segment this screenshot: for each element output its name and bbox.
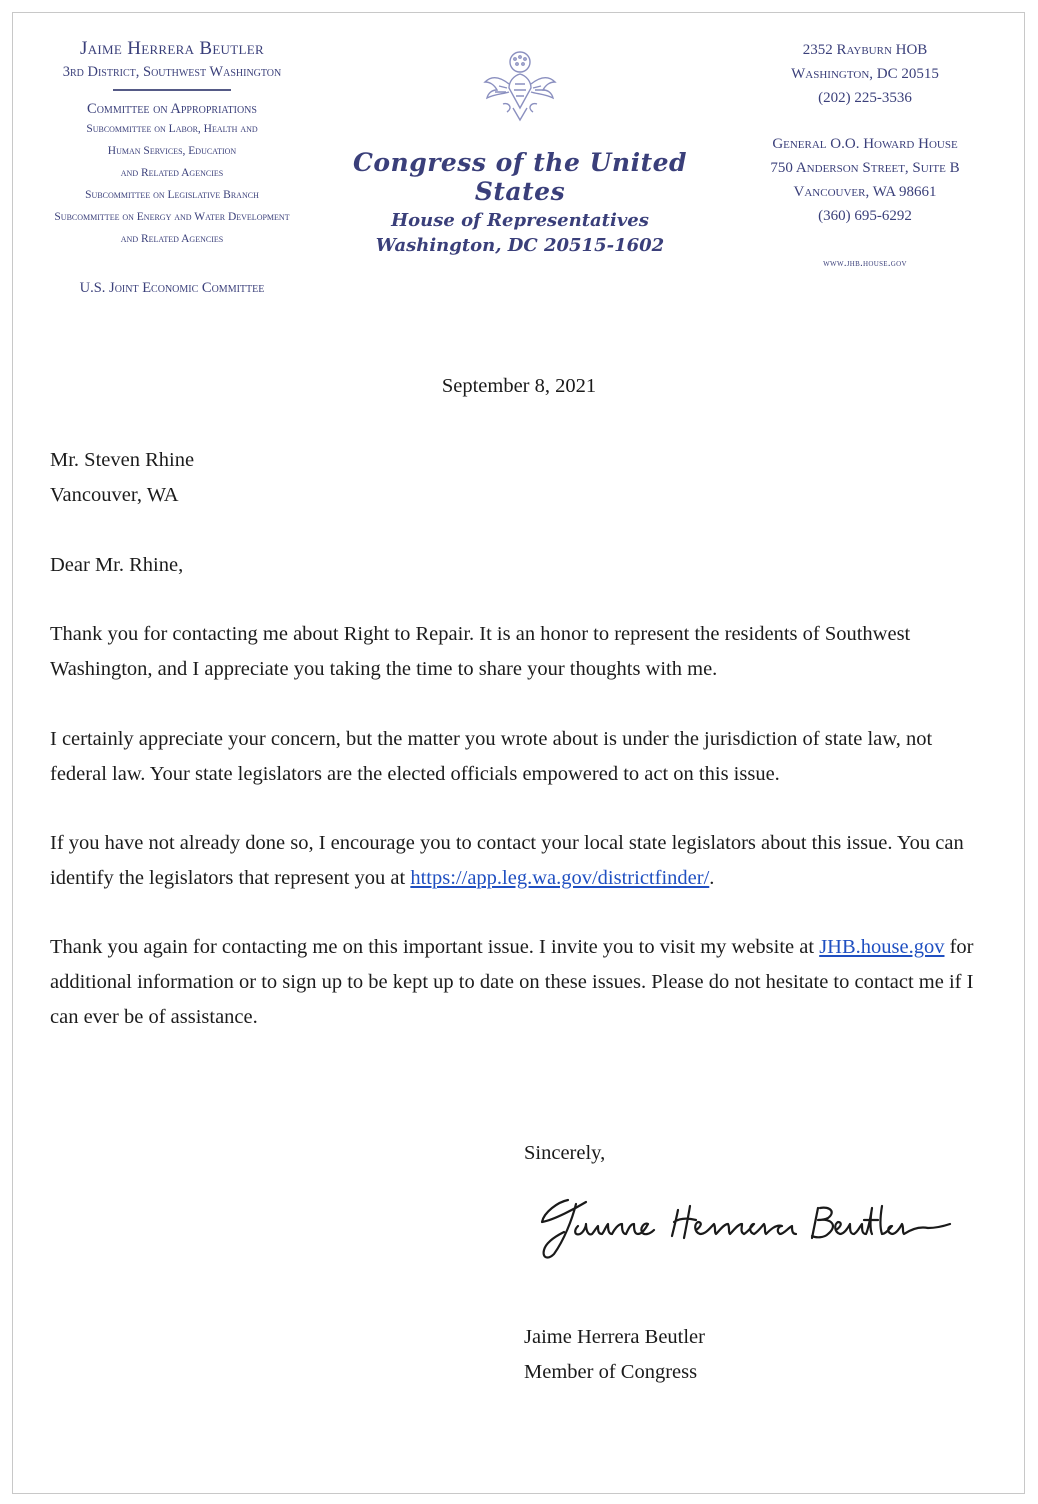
paragraph-4 <box>50 930 980 1035</box>
joint-economic-committee: U.S. Joint Economic Committee <box>79 280 265 296</box>
dc-office-line: Washington, DC 20515 <box>791 66 939 82</box>
website-link[interactable]: www.jhb.house.gov <box>823 258 907 269</box>
signer-block <box>524 1320 705 1390</box>
letterhead-divider <box>113 89 231 91</box>
paragraph-1: Thank you for contacting me about Right to Repair. It is an honor to represent the residents of Southwest Washington, and I appreciate you taking the time to share your thoughts with me. <box>50 623 911 680</box>
recipient-name: Mr. Steven Rhine <box>50 449 195 471</box>
district-office-line: Vancouver, WA 98661 <box>793 184 937 200</box>
subcommittee-line: Subcommittee on Labor, Health and <box>86 123 258 135</box>
member-district: 3rd District, Southwest Washington <box>62 64 282 80</box>
signature <box>530 1190 970 1270</box>
salutation: Dear Mr. Rhine, <box>50 554 184 576</box>
subcommittee-line: and Related Agencies <box>120 167 224 179</box>
subcommittee-line: Subcommittee on Legislative Branch <box>85 189 259 201</box>
signer-title: Member of Congress <box>524 1361 698 1383</box>
letterhead-right <box>745 38 985 269</box>
paragraph-3 <box>50 826 980 896</box>
dc-office-phone: (202) 225-3536 <box>818 90 912 106</box>
paragraph-2: I certainly appreciate your concern, but the matter you wrote about is under the jurisdiction of state law, not federal law. Your state legislators are the elected officials empowered to act on this issue. <box>50 728 933 785</box>
letterhead-left <box>12 38 332 297</box>
dc-office-line: 2352 Rayburn HOB <box>802 42 928 58</box>
great-seal-icon <box>479 46 561 128</box>
district-office-line: General O.O. Howard House <box>772 136 958 152</box>
subcommittee-line: Human Services, Education <box>107 145 237 157</box>
congress-title: Congress of the United States <box>352 148 688 206</box>
district-finder-link[interactable]: https://app.leg.wa.gov/districtfinder/ <box>410 867 710 889</box>
paragraph-3-text: If you have not already done so, I encourage you to contact your local state legislators about this issue. You can identify the legislators that represent you at <box>50 832 964 889</box>
house-title: House of Representatives <box>391 210 649 231</box>
paragraph-4-text: Thank you again for contacting me on this important issue. I invite you to visit my website at <box>50 936 820 958</box>
letter-date: September 8, 2021 <box>441 375 597 397</box>
subcommittee-line: Subcommittee on Energy and Water Development <box>54 211 290 223</box>
member-name: Jaime Herrera Beutler <box>80 38 264 59</box>
recipient-city: Vancouver, WA <box>50 484 179 506</box>
district-office-phone: (360) 695-6292 <box>818 208 912 224</box>
closing: Sincerely, <box>524 1142 606 1164</box>
letterhead-center <box>345 46 695 256</box>
recipient-block <box>50 443 980 513</box>
signer-name: Jaime Herrera Beutler <box>524 1326 705 1348</box>
committee-title: Committee on Appropriations <box>87 101 257 117</box>
jhb-website-link[interactable]: JHB.house.gov <box>819 936 945 958</box>
paragraph-3-end: . <box>709 867 715 889</box>
washington-address: Washington, DC 20515-1602 <box>375 235 665 256</box>
subcommittee-line: and Related Agencies <box>120 233 224 245</box>
district-office-line: 750 Anderson Street, Suite B <box>770 160 960 176</box>
paragraph-4-end: for additional information or to sign up to be kept up to date on these issues. Please do not hesitate to contact me if I can ever be of assistance. <box>50 936 974 1028</box>
